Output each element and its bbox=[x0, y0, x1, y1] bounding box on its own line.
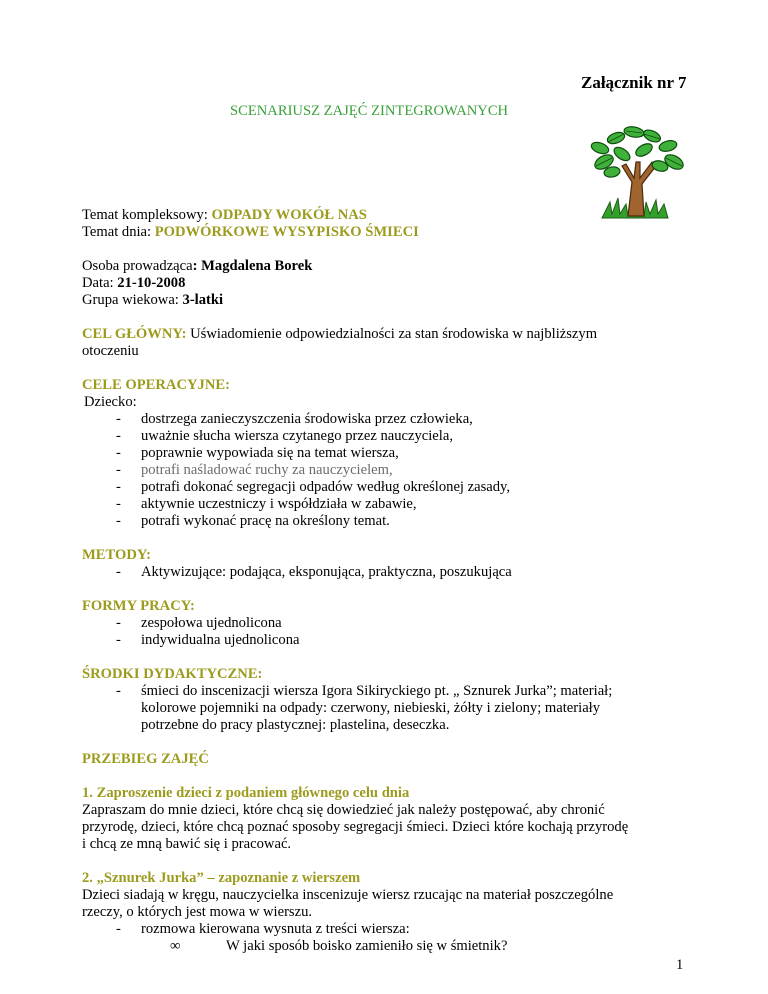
dash-icon: - bbox=[116, 496, 121, 512]
step-2-line: rzeczy, o których jest mowa w wierszu. bbox=[82, 904, 313, 920]
list-item: indywidualna ujednolicona bbox=[141, 632, 300, 648]
annex-label: Załącznik nr 7 bbox=[581, 73, 687, 92]
date-label: Data: bbox=[82, 275, 118, 291]
age-group-label: Grupa wiekowa: bbox=[82, 292, 183, 308]
list-item: potrafi naśladować ruchy za nauczycielem, bbox=[141, 462, 393, 478]
list-item: aktywnie uczestniczy i współdziała w zabawie, bbox=[141, 496, 417, 512]
step-1-line: przyrodę, dzieci, które chcą poznać sposoby segregacji śmieci. Dzieci które kochają przyrodę bbox=[82, 819, 629, 835]
step-2-sub: rozmowa kierowana wysnuta z treści wiersza: bbox=[141, 921, 410, 937]
list-item: poprawnie wypowiada się na temat wiersza, bbox=[141, 445, 399, 461]
topic-complex bbox=[82, 207, 367, 224]
step-1-line: i chcą ze mną bawić się i pracować. bbox=[82, 836, 292, 852]
aids-heading: ŚRODKI DYDAKTYCZNE: bbox=[82, 666, 263, 682]
main-goal bbox=[82, 326, 597, 343]
list-item: zespołowa ujednolicona bbox=[141, 615, 282, 631]
main-goal-text: Uświadomienie odpowiedzialności za stan środowiska w najbliższym bbox=[186, 326, 598, 342]
aids-line: kolorowe pojemniki na odpady: czerwony, niebieski, żółty i zielony; materiały bbox=[141, 700, 601, 716]
dash-icon: - bbox=[116, 632, 121, 648]
step-2-question: W jaki sposób boisko zamieniło się w śmietnik? bbox=[226, 938, 508, 954]
dash-icon: - bbox=[116, 445, 121, 461]
leader-value: : Magdalena Borek bbox=[192, 258, 313, 274]
list-item: Aktywizujące: podająca, eksponująca, praktyczna, poszukująca bbox=[141, 564, 512, 580]
date-value: 21-10-2008 bbox=[117, 275, 186, 291]
dash-icon: - bbox=[116, 683, 121, 699]
list-item: potrafi dokonać segregacji odpadów według określonej zasady, bbox=[141, 479, 511, 495]
dash-icon: - bbox=[116, 615, 121, 631]
topic-day-label: Temat dnia: bbox=[82, 224, 155, 240]
dash-icon: - bbox=[116, 428, 121, 444]
leader bbox=[82, 258, 312, 275]
forms-heading: FORMY PRACY: bbox=[82, 598, 195, 614]
list-item: potrafi wykonać pracę na określony temat. bbox=[141, 513, 390, 529]
topic-day-value: PODWÓRKOWE WYSYPISKO ŚMIECI bbox=[154, 224, 419, 240]
age-group bbox=[82, 292, 223, 309]
main-goal-label: CEL GŁÓWNY: bbox=[82, 326, 187, 342]
operational-goals-intro: Dziecko: bbox=[84, 394, 137, 410]
dash-icon: - bbox=[116, 479, 121, 495]
operational-goals-heading: CELE OPERACYJNE: bbox=[82, 377, 230, 393]
document-title: SCENARIUSZ ZAJĘĆ ZINTEGROWANYCH bbox=[230, 103, 509, 119]
tree-clipart-icon bbox=[582, 122, 692, 220]
topic-complex-label: Temat kompleksowy: bbox=[82, 207, 212, 223]
aids-line: śmieci do inscenizacji wiersza Igora Sikiryckiego pt. „ Sznurek Jurka”; materiał; bbox=[141, 683, 613, 699]
list-item: dostrzega zanieczyszczenia środowiska przez człowieka, bbox=[141, 411, 473, 427]
main-goal-continued: otoczeniu bbox=[82, 343, 139, 359]
step-2-title: 2. „Sznurek Jurka” – zapoznanie z wierszem bbox=[82, 870, 361, 886]
dash-icon: - bbox=[116, 513, 121, 529]
step-1-line: Zapraszam do mnie dzieci, które chcą się dowiedzieć jak należy postępować, aby chronić bbox=[82, 802, 605, 818]
page-number: 1 bbox=[676, 957, 684, 973]
infinity-bullet-icon: ∞ bbox=[170, 938, 181, 954]
course-heading: PRZEBIEG ZAJĘĆ bbox=[82, 751, 209, 767]
date bbox=[82, 275, 185, 292]
dash-icon: - bbox=[116, 411, 121, 427]
methods-heading: METODY: bbox=[82, 547, 151, 563]
leader-label: Osoba prowadząca bbox=[82, 258, 193, 274]
list-item: uważnie słucha wiersza czytanego przez nauczyciela, bbox=[141, 428, 453, 444]
dash-icon: - bbox=[116, 921, 121, 937]
aids-line: potrzebne do pracy plastycznej: plastelina, deseczka. bbox=[141, 717, 450, 733]
step-1-title: 1. Zaproszenie dzieci z podaniem głównego celu dnia bbox=[82, 785, 410, 801]
step-2-line: Dzieci siadają w kręgu, nauczycielka inscenizuje wiersz rzucając na materiał poszczególne bbox=[82, 887, 614, 903]
age-group-value: 3-latki bbox=[182, 292, 224, 308]
topic-day bbox=[82, 224, 419, 241]
dash-icon: - bbox=[116, 564, 121, 580]
topic-complex-value: ODPADY WOKÓŁ NAS bbox=[211, 207, 367, 223]
dash-icon: - bbox=[116, 462, 121, 478]
